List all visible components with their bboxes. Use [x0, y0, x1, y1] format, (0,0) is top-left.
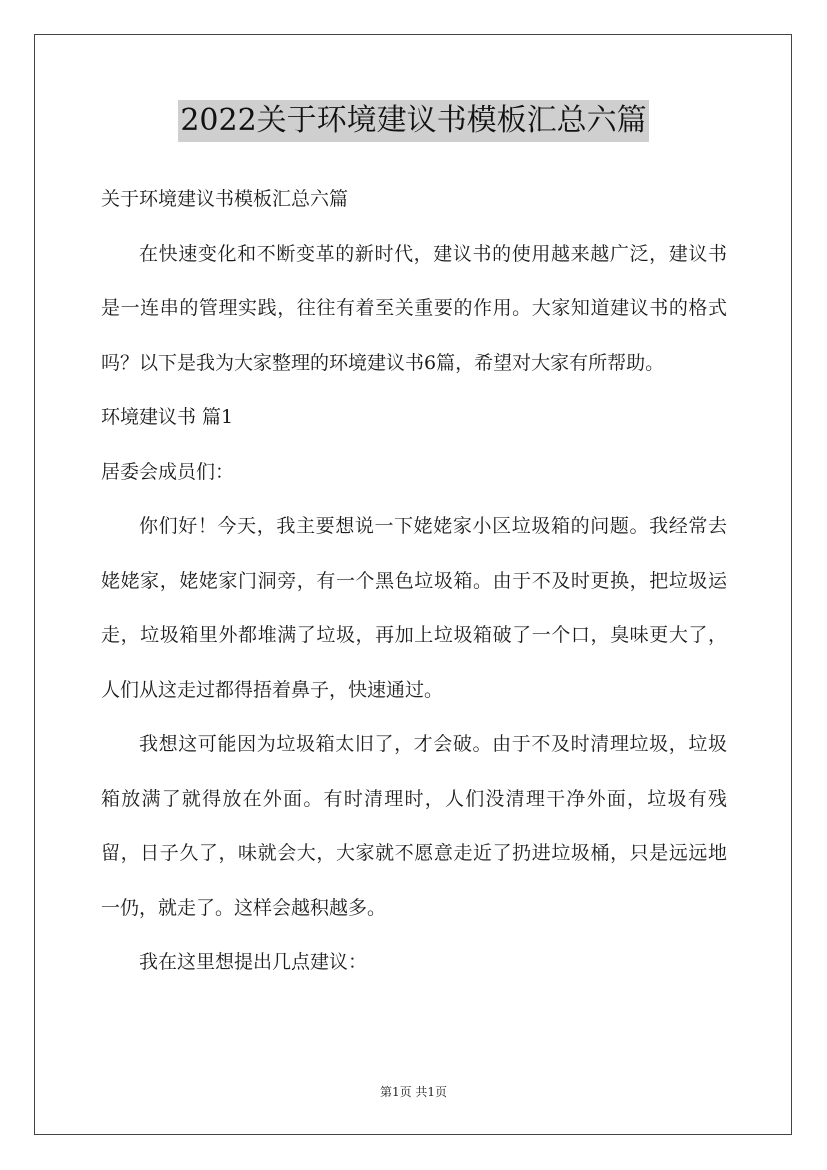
document-title: 2022关于环境建议书模板汇总六篇	[178, 100, 648, 142]
body-paragraph: 我在这里想提出几点建议：	[139, 951, 368, 973]
section-heading: 环境建议书 篇1	[101, 406, 234, 428]
title-container	[0, 100, 827, 142]
salutation: 居委会成员们：	[101, 460, 235, 483]
page-footer: 第1页 共1页	[379, 1085, 448, 1099]
body-paragraph: 我想这可能因为垃圾箱太旧了，才会破。由于不及时清理垃圾，垃圾箱放满了就得放在外面。有时清理时，人们没清理干净外面，垃圾有残留，日子久了，味就会大，大家就不愿意走近了扔进垃圾桶，只是远远地一仍，就走了。这样会越积越多。	[101, 733, 727, 919]
intro-paragraph: 在快速变化和不断变革的新时代，建议书的使用越来越广泛，建议书是一连串的管理实践，往往有着至关重要的作用。大家知道建议书的格式吗？以下是我为大家整理的环境建议书6篇，希望对大家有所帮助。	[101, 242, 727, 374]
document-body	[101, 172, 727, 990]
subtitle-paragraph: 关于环境建议书模板汇总六篇	[101, 188, 349, 210]
body-paragraph: 你们好！今天，我主要想说一下姥姥家小区垃圾箱的问题。我经常去姥姥家，姥姥家门洞旁，有一个黑色垃圾箱。由于不及时更换，把垃圾运走，垃圾箱里外都堆满了垃圾，再加上垃圾箱破了一个口，臭味更大了，人们从这走过都得捂着鼻子，快速通过。	[101, 515, 727, 701]
